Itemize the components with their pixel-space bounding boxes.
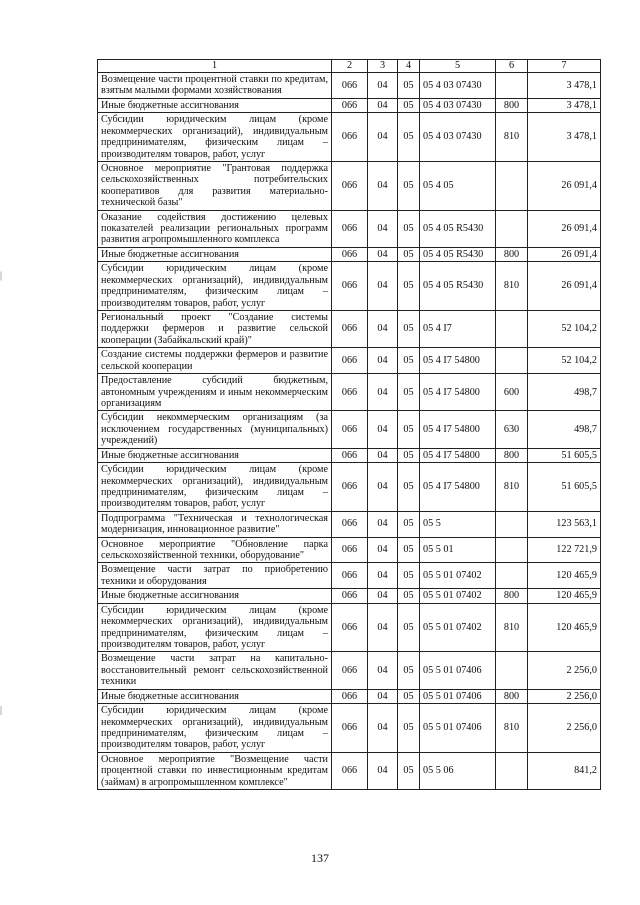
row-section: 04	[368, 348, 398, 374]
table-row	[98, 537, 601, 563]
row-name: Возмещение части затрат по приобретению техники и оборудования	[98, 563, 332, 589]
row-admin-code: 066	[332, 603, 368, 652]
row-admin-code: 066	[332, 247, 368, 261]
row-amount: 120 465,9	[528, 603, 601, 652]
row-name: Субсидии юридическим лицам (кроме некоммерческих организаций), индивидуальным предпринимателям, физическим лицам – производителям товаров, работ, услуг	[98, 262, 332, 311]
row-name: Создание системы поддержки фермеров и развитие сельской кооперации	[98, 348, 332, 374]
budget-table	[97, 59, 601, 790]
row-section: 04	[368, 652, 398, 689]
row-name: Основное мероприятие "Обновление парка сельскохозяйственной техники, оборудование"	[98, 537, 332, 563]
row-target-article: 05 4 03 07430	[420, 98, 496, 112]
row-admin-code: 066	[332, 689, 368, 703]
table-row	[98, 348, 601, 374]
row-expense-type: 810	[496, 262, 528, 311]
row-section: 04	[368, 511, 398, 537]
row-target-article: 05 4 05	[420, 161, 496, 210]
table-row	[98, 247, 601, 261]
row-section: 04	[368, 411, 398, 448]
table-row	[98, 262, 601, 311]
row-expense-type: 810	[496, 113, 528, 162]
table-row	[98, 113, 601, 162]
row-section: 04	[368, 247, 398, 261]
row-section: 04	[368, 98, 398, 112]
row-amount: 26 091,4	[528, 247, 601, 261]
table-row	[98, 73, 601, 99]
row-subsection: 05	[398, 537, 420, 563]
row-amount: 26 091,4	[528, 161, 601, 210]
row-target-article: 05 5 01 07406	[420, 689, 496, 703]
table-row	[98, 752, 601, 789]
row-expense-type	[496, 73, 528, 99]
row-admin-code: 066	[332, 161, 368, 210]
table-row	[98, 374, 601, 411]
row-name: Иные бюджетные ассигнования	[98, 98, 332, 112]
row-amount: 123 563,1	[528, 511, 601, 537]
table-row	[98, 689, 601, 703]
row-name: Оказание содействия достижению целевых показателей реализации региональных программ развития агропромышленного комплекса	[98, 210, 332, 247]
row-admin-code: 066	[332, 589, 368, 603]
row-name: Основное мероприятие "Возмещение части процентной ставки по инвестиционным кредитам (займам) в агропромышленном комплексе"	[98, 752, 332, 789]
row-subsection: 05	[398, 689, 420, 703]
row-expense-type: 810	[496, 704, 528, 753]
column-header-5: 5	[420, 60, 496, 73]
table-row	[98, 704, 601, 753]
row-amount: 498,7	[528, 411, 601, 448]
row-expense-type	[496, 348, 528, 374]
row-section: 04	[368, 113, 398, 162]
row-target-article: 05 5 01 07402	[420, 563, 496, 589]
row-name: Субсидии юридическим лицам (кроме некоммерческих организаций), индивидуальным предпринимателям, физическим лицам – производителям товаров, работ, услуг	[98, 463, 332, 512]
row-target-article: 05 4 I7 54800	[420, 374, 496, 411]
column-header-7: 7	[528, 60, 601, 73]
row-admin-code: 066	[332, 563, 368, 589]
row-expense-type: 810	[496, 463, 528, 512]
row-amount: 122 721,9	[528, 537, 601, 563]
row-section: 04	[368, 262, 398, 311]
row-amount: 2 256,0	[528, 704, 601, 753]
row-section: 04	[368, 161, 398, 210]
row-expense-type	[496, 511, 528, 537]
row-admin-code: 066	[332, 73, 368, 99]
row-section: 04	[368, 563, 398, 589]
row-expense-type: 800	[496, 589, 528, 603]
row-subsection: 05	[398, 411, 420, 448]
row-subsection: 05	[398, 652, 420, 689]
row-section: 04	[368, 752, 398, 789]
row-target-article: 05 5 06	[420, 752, 496, 789]
table-row	[98, 210, 601, 247]
row-subsection: 05	[398, 348, 420, 374]
row-amount: 2 256,0	[528, 689, 601, 703]
table-body	[98, 73, 601, 790]
row-expense-type: 800	[496, 247, 528, 261]
row-name: Иные бюджетные ассигнования	[98, 247, 332, 261]
row-target-article: 05 4 03 07430	[420, 73, 496, 99]
row-name: Иные бюджетные ассигнования	[98, 689, 332, 703]
row-target-article: 05 4 03 07430	[420, 113, 496, 162]
row-subsection: 05	[398, 311, 420, 348]
row-section: 04	[368, 210, 398, 247]
row-name: Субсидии юридическим лицам (кроме некоммерческих организаций), индивидуальным предпринимателям, физическим лицам – производителям товаров, работ, услуг	[98, 113, 332, 162]
row-name: Подпрограмма "Техническая и технологическая модернизация, инновационное развитие"	[98, 511, 332, 537]
row-target-article: 05 4 05 R5430	[420, 247, 496, 261]
row-target-article: 05 5 01 07406	[420, 704, 496, 753]
row-section: 04	[368, 689, 398, 703]
table-row	[98, 511, 601, 537]
row-subsection: 05	[398, 752, 420, 789]
row-section: 04	[368, 704, 398, 753]
row-subsection: 05	[398, 210, 420, 247]
row-name: Субсидии некоммерческим организациям (за исключением государственных (муниципальных) учреждений)	[98, 411, 332, 448]
row-expense-type	[496, 563, 528, 589]
row-section: 04	[368, 311, 398, 348]
row-subsection: 05	[398, 704, 420, 753]
row-admin-code: 066	[332, 511, 368, 537]
row-target-article: 05 4 I7 54800	[420, 411, 496, 448]
row-subsection: 05	[398, 603, 420, 652]
row-subsection: 05	[398, 463, 420, 512]
table-row	[98, 652, 601, 689]
row-subsection: 05	[398, 73, 420, 99]
page-number: 137	[311, 851, 329, 865]
column-header-1: 1	[98, 60, 332, 73]
row-admin-code: 066	[332, 411, 368, 448]
row-expense-type	[496, 752, 528, 789]
row-admin-code: 066	[332, 262, 368, 311]
row-name: Иные бюджетные ассигнования	[98, 589, 332, 603]
row-section: 04	[368, 537, 398, 563]
column-header-6: 6	[496, 60, 528, 73]
row-expense-type: 800	[496, 98, 528, 112]
row-subsection: 05	[398, 161, 420, 210]
row-amount: 52 104,2	[528, 348, 601, 374]
row-section: 04	[368, 463, 398, 512]
row-admin-code: 066	[332, 113, 368, 162]
row-amount: 51 605,5	[528, 463, 601, 512]
row-amount: 498,7	[528, 374, 601, 411]
row-subsection: 05	[398, 374, 420, 411]
row-admin-code: 066	[332, 652, 368, 689]
row-name: Предоставление субсидий бюджетным, автономным учреждениям и иным некоммерческим организациям	[98, 374, 332, 411]
row-admin-code: 066	[332, 537, 368, 563]
row-expense-type: 800	[496, 448, 528, 462]
row-expense-type	[496, 311, 528, 348]
table-row	[98, 411, 601, 448]
row-expense-type: 600	[496, 374, 528, 411]
row-subsection: 05	[398, 98, 420, 112]
row-target-article: 05 4 I7 54800	[420, 348, 496, 374]
table-row	[98, 463, 601, 512]
row-amount: 26 091,4	[528, 210, 601, 247]
scan-margin-mark	[0, 0, 2, 905]
row-admin-code: 066	[332, 752, 368, 789]
row-subsection: 05	[398, 563, 420, 589]
row-admin-code: 066	[332, 311, 368, 348]
row-subsection: 05	[398, 589, 420, 603]
column-header-4: 4	[398, 60, 420, 73]
row-amount: 3 478,1	[528, 113, 601, 162]
row-name: Субсидии юридическим лицам (кроме некоммерческих организаций), индивидуальным предпринимателям, физическим лицам – производителям товаров, работ, услуг	[98, 603, 332, 652]
row-subsection: 05	[398, 448, 420, 462]
row-admin-code: 066	[332, 348, 368, 374]
row-admin-code: 066	[332, 374, 368, 411]
row-amount: 3 478,1	[528, 73, 601, 99]
table-row	[98, 563, 601, 589]
row-expense-type	[496, 652, 528, 689]
row-target-article: 05 5 01 07406	[420, 652, 496, 689]
row-subsection: 05	[398, 113, 420, 162]
row-name: Возмещение части затрат на капитально-восстановительный ремонт сельскохозяйственной техники	[98, 652, 332, 689]
row-section: 04	[368, 603, 398, 652]
column-header-2: 2	[332, 60, 368, 73]
row-subsection: 05	[398, 262, 420, 311]
row-name: Региональный проект "Создание системы поддержки фермеров и развитие сельской кооперации (Забайкальский край)"	[98, 311, 332, 348]
table-row	[98, 98, 601, 112]
row-expense-type	[496, 537, 528, 563]
table-row	[98, 603, 601, 652]
row-amount: 120 465,9	[528, 563, 601, 589]
row-expense-type: 800	[496, 689, 528, 703]
row-target-article: 05 5 01 07402	[420, 589, 496, 603]
row-target-article: 05 5	[420, 511, 496, 537]
row-target-article: 05 5 01	[420, 537, 496, 563]
row-expense-type: 630	[496, 411, 528, 448]
row-admin-code: 066	[332, 210, 368, 247]
row-section: 04	[368, 374, 398, 411]
row-expense-type: 810	[496, 603, 528, 652]
row-amount: 2 256,0	[528, 652, 601, 689]
row-section: 04	[368, 73, 398, 99]
row-admin-code: 066	[332, 98, 368, 112]
row-target-article: 05 4 I7 54800	[420, 448, 496, 462]
row-expense-type	[496, 161, 528, 210]
table-row	[98, 161, 601, 210]
row-section: 04	[368, 589, 398, 603]
row-section: 04	[368, 448, 398, 462]
row-target-article: 05 5 01 07402	[420, 603, 496, 652]
row-admin-code: 066	[332, 463, 368, 512]
row-admin-code: 066	[332, 704, 368, 753]
row-name: Иные бюджетные ассигнования	[98, 448, 332, 462]
row-amount: 52 104,2	[528, 311, 601, 348]
row-expense-type	[496, 210, 528, 247]
column-header-3: 3	[368, 60, 398, 73]
row-amount: 51 605,5	[528, 448, 601, 462]
row-subsection: 05	[398, 511, 420, 537]
table-row	[98, 589, 601, 603]
row-target-article: 05 4 I7	[420, 311, 496, 348]
row-amount: 120 465,9	[528, 589, 601, 603]
row-amount: 841,2	[528, 752, 601, 789]
row-amount: 26 091,4	[528, 262, 601, 311]
table-header-row	[98, 60, 601, 73]
row-amount: 3 478,1	[528, 98, 601, 112]
table-row	[98, 448, 601, 462]
row-name: Основное мероприятие "Грантовая поддержка сельскохозяйственных потребительских кооперативов для развития материально-технической базы"	[98, 161, 332, 210]
row-target-article: 05 4 05 R5430	[420, 210, 496, 247]
row-target-article: 05 4 05 R5430	[420, 262, 496, 311]
table-row	[98, 311, 601, 348]
row-subsection: 05	[398, 247, 420, 261]
row-name: Возмещение части процентной ставки по кредитам, взятым малыми формами хозяйствования	[98, 73, 332, 99]
row-name: Субсидии юридическим лицам (кроме некоммерческих организаций), индивидуальным предпринимателям, физическим лицам – производителям товаров, работ, услуг	[98, 704, 332, 753]
row-admin-code: 066	[332, 448, 368, 462]
row-target-article: 05 4 I7 54800	[420, 463, 496, 512]
